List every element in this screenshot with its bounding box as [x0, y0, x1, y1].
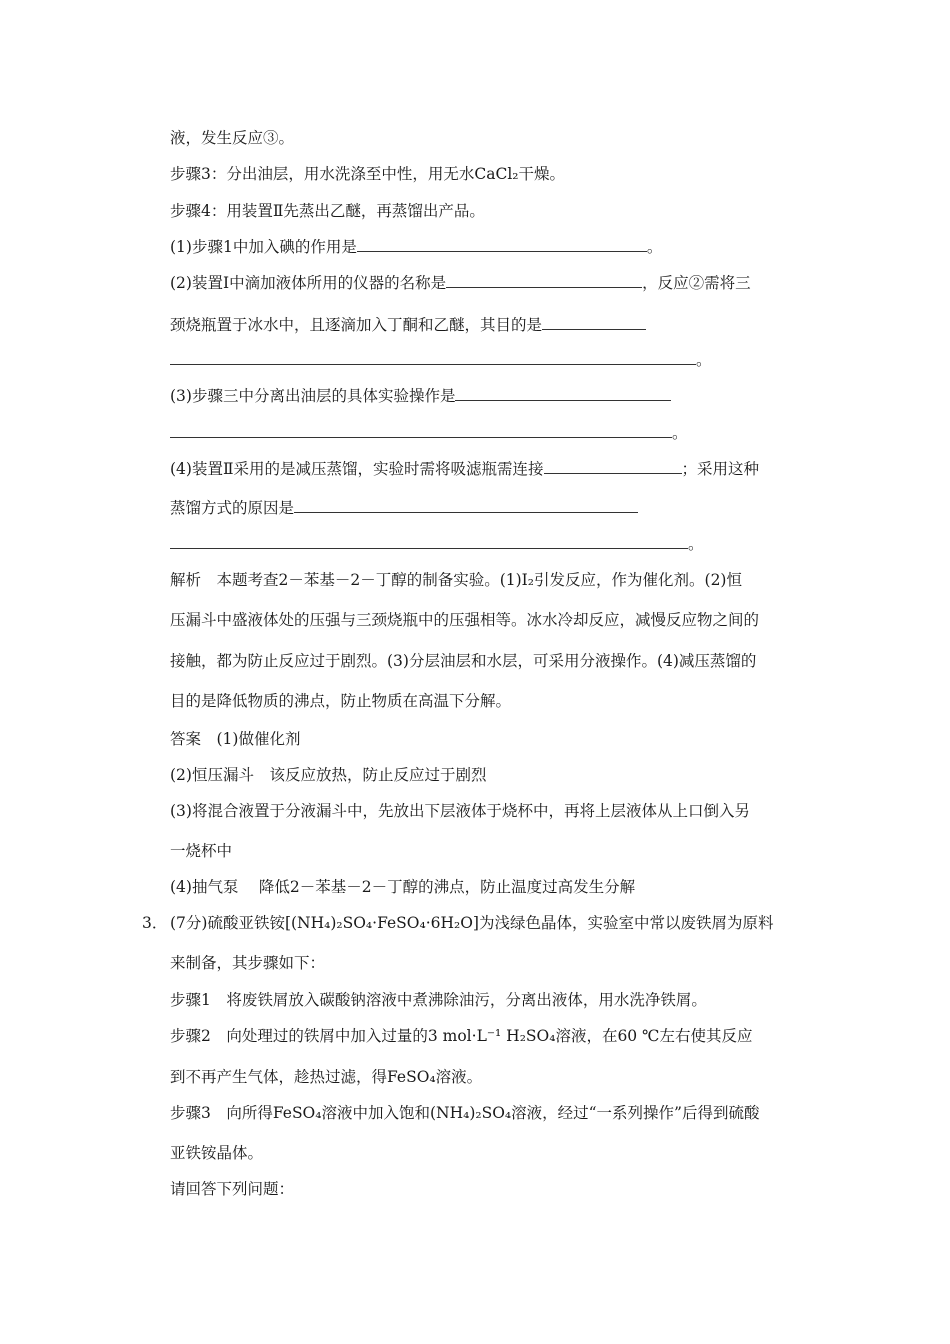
- question-1-line: [170, 237, 662, 257]
- line-text: 步骤4：用装置Ⅱ先蒸出乙醚，再蒸馏出产品。: [170, 202, 485, 220]
- analysis-line: [170, 691, 511, 711]
- text-line: [170, 164, 565, 184]
- answer-line: [170, 765, 486, 785]
- text-line: [170, 128, 294, 148]
- line-text: 目的是降低物质的沸点，防止物质在高温下分解。: [170, 692, 512, 710]
- line-text: 接触，都为防止反应过于剧烈。(3)分层油层和水层，可采用分液操作。(4)减压蒸馏的: [170, 652, 757, 670]
- blank-line-row: [170, 350, 712, 370]
- line-text: 压漏斗中盛液体处的压强与三颈烧瓶中的压强相等。冰水冷却反应，减慢反应物之间的: [170, 611, 760, 629]
- line-text: (7分)硫酸亚铁铵[(NH₄)₂SO₄·FeSO₄·6H₂O]为浅绿色晶体，实验室中常以废铁屑为原料: [170, 914, 774, 932]
- answer-blank: [357, 237, 647, 252]
- line-text: (3)将混合液置于分液漏斗中，先放出下层液体于烧杯中，再将上层液体从上口倒入另: [170, 802, 750, 820]
- line-text: ；采用这种: [681, 460, 760, 478]
- analysis-line: [170, 651, 756, 671]
- text-line: [170, 315, 646, 335]
- question-number: 3．: [142, 914, 168, 932]
- question-line: [170, 953, 325, 973]
- answer-blank: [542, 315, 646, 330]
- line-text: 请回答下列问题：: [170, 1180, 295, 1198]
- step-line: [170, 1103, 759, 1123]
- question-4-line: [170, 459, 759, 479]
- line-text: 液，发生反应③。: [170, 129, 295, 147]
- prompt-line: [170, 1179, 294, 1199]
- blank-line-row: [170, 423, 688, 443]
- line-text: 来制备，其步骤如下：: [170, 954, 326, 972]
- line-text: 步骤3：分出油层，用水洗涤至中性，用无水CaCl₂干燥。: [170, 165, 565, 183]
- step-line: [170, 1067, 482, 1087]
- line-text: ，反应②需将三: [642, 274, 751, 292]
- line-text: 到不再产生气体，趁热过滤，得FeSO₄溶液。: [170, 1068, 483, 1086]
- answer-blank: [455, 386, 671, 401]
- blank-line-row: [170, 534, 704, 554]
- answer-line: [170, 801, 750, 821]
- step-line: [170, 1143, 263, 1163]
- question-3-line: [170, 386, 671, 406]
- step-line: [170, 990, 707, 1010]
- line-text: 亚铁铵晶体。: [170, 1144, 264, 1162]
- question-2-line: [170, 273, 751, 293]
- line-text: (4)装置Ⅱ采用的是减压蒸馏，实验时需将吸滤瓶需连接: [170, 460, 544, 478]
- answer-blank: [544, 459, 682, 474]
- line-text: (4)抽气泵 降低2－苯基－2－丁醇的沸点，防止温度过高发生分解: [170, 878, 636, 896]
- line-text: 。: [688, 535, 704, 553]
- answer-blank: [446, 273, 642, 288]
- line-text: 解析 本题考查2－苯基－2－丁醇的制备实验。(1)I₂引发反应，作为催化剂。(2)恒: [170, 571, 742, 589]
- step-line: [170, 1026, 752, 1046]
- answer-blank: [294, 498, 638, 513]
- line-text: 。: [646, 238, 663, 256]
- line-text: 步骤1 将废铁屑放入碳酸钠溶液中煮沸除油污，分离出液体，用水洗净铁屑。: [170, 991, 707, 1009]
- answer-blank: [170, 423, 672, 438]
- text-line: [170, 201, 485, 221]
- line-text: 。: [672, 424, 688, 442]
- line-text: 步骤3 向所得FeSO₄溶液中加入饱和(NH₄)₂SO₄溶液，经过“一系列操作”后得到硫酸: [170, 1104, 760, 1122]
- answer-blank: [170, 534, 688, 549]
- answer-line: [170, 841, 232, 861]
- analysis-line: [170, 570, 742, 590]
- line-text: 颈烧瓶置于冰水中，且逐滴加入丁酮和乙醚，其目的是: [170, 316, 543, 334]
- line-text: (1)步骤1中加入碘的作用是: [170, 238, 357, 256]
- line-text: (2)恒压漏斗 该反应放热，防止反应过于剧烈: [170, 766, 487, 784]
- line-text: 。: [696, 351, 712, 369]
- line-text: 步骤2 向处理过的铁屑中加入过量的3 mol·L⁻¹ H₂SO₄溶液，在60 ℃左右使其反应: [170, 1027, 753, 1045]
- line-text: (2)装置Ⅰ中滴加液体所用的仪器的名称是: [170, 274, 447, 292]
- answer-line: [170, 729, 300, 749]
- answer-blank: [170, 350, 696, 365]
- line-text: 蒸馏方式的原因是: [170, 499, 295, 517]
- line-text: 一烧杯中: [170, 842, 233, 860]
- analysis-line: [170, 610, 759, 630]
- line-text: 答案 (1)做催化剂: [170, 730, 301, 748]
- question-line: [170, 913, 773, 933]
- answer-line: [170, 877, 635, 897]
- text-line: [170, 498, 638, 518]
- line-text: (3)步骤三中分离出油层的具体实验操作是: [170, 387, 456, 405]
